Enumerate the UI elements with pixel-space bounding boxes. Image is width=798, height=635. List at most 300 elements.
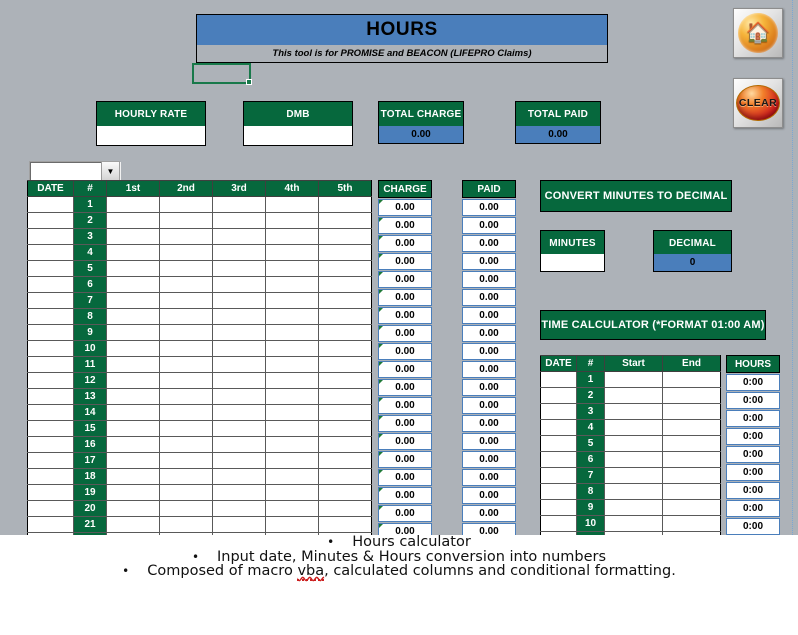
cell-entry[interactable]	[213, 277, 266, 293]
cell-entry[interactable]	[160, 261, 213, 277]
hourly-rate-label	[96, 101, 206, 128]
table-row[interactable]	[28, 485, 372, 501]
cell-start[interactable]	[605, 404, 663, 420]
cell-entry[interactable]	[107, 309, 160, 325]
table-row[interactable]	[541, 436, 721, 452]
cell-entry[interactable]	[160, 501, 213, 517]
cell-entry[interactable]	[266, 405, 319, 421]
cell-date[interactable]	[541, 372, 577, 388]
cell-date[interactable]	[28, 197, 74, 213]
cell-entry[interactable]	[107, 293, 160, 309]
decimal-label-text: DECIMAL	[669, 237, 716, 249]
cell-row-number: 16	[74, 437, 107, 453]
month-dropdown[interactable]	[29, 161, 120, 182]
cell-entry[interactable]	[213, 469, 266, 485]
value-cell: 0.00	[462, 379, 516, 396]
table-row[interactable]	[541, 516, 721, 532]
cell-date[interactable]	[28, 357, 74, 373]
cell-start[interactable]	[605, 484, 663, 500]
value-cell: 0.00	[462, 289, 516, 306]
value-cell: 0.00	[378, 325, 432, 342]
cell-date[interactable]	[28, 245, 74, 261]
cell-start[interactable]	[605, 468, 663, 484]
cell-entry[interactable]	[266, 357, 319, 373]
value-cell: 0.00	[378, 469, 432, 486]
table-row[interactable]	[28, 501, 372, 517]
value-cell: 0.00	[378, 253, 432, 270]
page-subtitle	[196, 45, 608, 63]
cell-entry[interactable]	[107, 213, 160, 229]
page-subtitle-text: This tool is for PROMISE and BEACON (LIFEPRO Claims)	[272, 48, 532, 59]
table-row[interactable]	[541, 404, 721, 420]
cell-start[interactable]	[605, 436, 663, 452]
home-glyph: 🏠	[745, 22, 771, 44]
cell-entry[interactable]	[319, 357, 372, 373]
value-cell: 0.00	[378, 199, 432, 216]
cell-entry[interactable]	[213, 293, 266, 309]
minutes-input[interactable]	[540, 254, 605, 272]
cell-date[interactable]	[28, 453, 74, 469]
cell-entry[interactable]	[107, 197, 160, 213]
cell-entry[interactable]	[266, 453, 319, 469]
cell-row-number: 3	[577, 404, 605, 420]
value-cell: 0.00	[462, 235, 516, 252]
cell-entry[interactable]	[319, 325, 372, 341]
cell-end[interactable]	[663, 404, 721, 420]
cell-entry[interactable]	[319, 229, 372, 245]
cell-entry[interactable]	[266, 517, 319, 533]
cell-entry[interactable]	[107, 357, 160, 373]
col-date: DATE	[28, 181, 74, 197]
dmb-input[interactable]	[243, 126, 353, 146]
cell-entry[interactable]	[266, 469, 319, 485]
cell-row-number: 5	[74, 261, 107, 277]
cell-entry[interactable]	[319, 261, 372, 277]
list-item	[0, 550, 798, 565]
time-calculator-banner-text: TIME CALCULATOR (*FORMAT 01:00 AM)	[541, 319, 765, 331]
cell-entry[interactable]	[160, 389, 213, 405]
table-row[interactable]	[28, 309, 372, 325]
table-row[interactable]	[28, 373, 372, 389]
cell-entry[interactable]	[266, 309, 319, 325]
cell-entry[interactable]	[319, 421, 372, 437]
cell-row-number: 18	[74, 469, 107, 485]
tc-col-start: Start	[605, 356, 663, 372]
cell-date[interactable]	[28, 501, 74, 517]
cell-entry[interactable]	[319, 373, 372, 389]
cell-start[interactable]	[605, 516, 663, 532]
cell-entry[interactable]	[213, 197, 266, 213]
value-cell: 0.00	[462, 505, 516, 522]
cell-entry[interactable]	[319, 437, 372, 453]
value-cell: 0:00	[726, 428, 780, 445]
table-row[interactable]	[28, 389, 372, 405]
cell-entry[interactable]	[107, 437, 160, 453]
cell-end[interactable]	[663, 436, 721, 452]
cell-entry[interactable]	[160, 293, 213, 309]
cell-entry[interactable]	[319, 309, 372, 325]
cell-entry[interactable]	[107, 517, 160, 533]
cell-entry[interactable]	[107, 229, 160, 245]
cell-entry[interactable]	[213, 261, 266, 277]
table-row[interactable]	[28, 293, 372, 309]
tc-col-end: End	[663, 356, 721, 372]
cell-date[interactable]	[28, 517, 74, 533]
cell-entry[interactable]	[213, 501, 266, 517]
cell-entry[interactable]	[160, 245, 213, 261]
table-row[interactable]	[28, 469, 372, 485]
table-row[interactable]	[28, 421, 372, 437]
caption-misspelled-word: vba	[297, 563, 325, 579]
cell-date[interactable]	[541, 404, 577, 420]
cell-date[interactable]	[28, 325, 74, 341]
cell-entry[interactable]	[319, 341, 372, 357]
table-row[interactable]	[541, 468, 721, 484]
dmb-label	[243, 101, 353, 128]
table-row[interactable]	[28, 213, 372, 229]
cell-entry[interactable]	[107, 485, 160, 501]
cell-entry[interactable]	[266, 277, 319, 293]
cell-end[interactable]	[663, 500, 721, 516]
value-cell: 0.00	[378, 523, 432, 535]
cell-start[interactable]	[605, 388, 663, 404]
cell-row-number: 7	[74, 293, 107, 309]
decimal-value-cell	[653, 254, 732, 272]
active-cell-cursor[interactable]	[192, 63, 251, 84]
cell-entry[interactable]	[213, 405, 266, 421]
cell-row-number: 11	[74, 357, 107, 373]
cell-date[interactable]	[541, 500, 577, 516]
cell-date[interactable]	[28, 485, 74, 501]
time-calculator-banner[interactable]	[540, 310, 766, 340]
cell-row-number: 17	[74, 453, 107, 469]
table-row[interactable]	[28, 261, 372, 277]
cell-row-number: 14	[74, 405, 107, 421]
cell-entry[interactable]	[160, 405, 213, 421]
cell-date[interactable]	[28, 373, 74, 389]
cell-end[interactable]	[663, 468, 721, 484]
cell-end[interactable]	[663, 372, 721, 388]
clear-button-label: CLEAR	[738, 97, 778, 109]
cell-row-number: 3	[74, 229, 107, 245]
caption-block	[0, 535, 798, 635]
cell-date[interactable]	[541, 516, 577, 532]
total-charge-label	[378, 101, 464, 128]
print-area-guide	[792, 0, 794, 535]
cell-entry[interactable]	[160, 485, 213, 501]
cell-entry[interactable]	[266, 501, 319, 517]
cell-date[interactable]	[541, 452, 577, 468]
cell-entry[interactable]	[160, 421, 213, 437]
cell-entry[interactable]	[107, 405, 160, 421]
cell-entry[interactable]	[213, 453, 266, 469]
cell-entry[interactable]	[266, 245, 319, 261]
cell-date[interactable]	[28, 229, 74, 245]
cell-entry[interactable]	[160, 325, 213, 341]
value-cell: 0.00	[378, 235, 432, 252]
cell-entry[interactable]	[160, 277, 213, 293]
hours-entry-table[interactable]	[27, 180, 372, 535]
cell-entry[interactable]	[160, 197, 213, 213]
cell-date[interactable]	[541, 484, 577, 500]
cell-date[interactable]	[541, 420, 577, 436]
cell-row-number: 9	[74, 325, 107, 341]
cell-entry[interactable]	[319, 197, 372, 213]
cell-entry[interactable]	[319, 517, 372, 533]
value-cell: 0.00	[378, 271, 432, 288]
cell-entry[interactable]	[266, 325, 319, 341]
total-charge-label-text: TOTAL CHARGE	[380, 109, 462, 120]
value-cell: 0:00	[726, 392, 780, 409]
minutes-label	[540, 230, 605, 256]
cell-row-number: 20	[74, 501, 107, 517]
value-cell: 0.00	[378, 343, 432, 360]
cell-entry[interactable]	[107, 453, 160, 469]
cell-row-number: 8	[577, 484, 605, 500]
value-cell: 0.00	[378, 307, 432, 324]
table-row[interactable]	[541, 500, 721, 516]
cell-entry[interactable]	[319, 293, 372, 309]
cell-date[interactable]	[28, 293, 74, 309]
cell-entry[interactable]	[266, 341, 319, 357]
col-5th: 5th	[319, 181, 372, 197]
cell-entry[interactable]	[107, 389, 160, 405]
cell-date[interactable]	[28, 309, 74, 325]
cell-entry[interactable]	[266, 229, 319, 245]
hours-result-header: HOURS	[726, 355, 780, 373]
cell-entry[interactable]	[266, 437, 319, 453]
total-paid-label-text: TOTAL PAID	[527, 109, 589, 120]
cell-entry[interactable]	[319, 501, 372, 517]
page-title-text: HOURS	[366, 19, 438, 40]
chevron-down-icon[interactable]: ▼	[101, 162, 119, 181]
cell-entry[interactable]	[266, 485, 319, 501]
value-cell: 0.00	[462, 253, 516, 270]
table-row[interactable]	[541, 372, 721, 388]
value-cell: 0.00	[378, 397, 432, 414]
value-cell: 0.00	[378, 487, 432, 504]
cell-entry[interactable]	[266, 373, 319, 389]
cell-entry[interactable]	[160, 309, 213, 325]
table-row[interactable]	[28, 517, 372, 533]
cell-entry[interactable]	[160, 213, 213, 229]
value-cell: 0.00	[462, 487, 516, 504]
cell-row-number: 21	[74, 517, 107, 533]
cell-entry[interactable]	[160, 517, 213, 533]
home-icon	[738, 13, 778, 53]
cell-entry[interactable]	[213, 229, 266, 245]
cell-entry[interactable]	[319, 469, 372, 485]
table-row[interactable]	[28, 197, 372, 213]
cell-date[interactable]	[28, 437, 74, 453]
cell-entry[interactable]	[319, 277, 372, 293]
table-row[interactable]	[541, 452, 721, 468]
cell-entry[interactable]	[319, 245, 372, 261]
home-button[interactable]	[733, 8, 783, 58]
col-1st: 1st	[107, 181, 160, 197]
cell-row-number: 19	[74, 485, 107, 501]
cell-row-number: 6	[74, 277, 107, 293]
table-row[interactable]	[541, 420, 721, 436]
cell-date[interactable]	[28, 341, 74, 357]
cell-entry[interactable]	[213, 357, 266, 373]
cell-entry[interactable]	[213, 485, 266, 501]
cell-entry[interactable]	[266, 197, 319, 213]
dmb-label-text: DMB	[286, 109, 310, 120]
cell-entry[interactable]	[107, 261, 160, 277]
cell-entry[interactable]	[160, 469, 213, 485]
cell-entry[interactable]	[319, 485, 372, 501]
cell-date[interactable]	[28, 261, 74, 277]
cell-entry[interactable]	[213, 341, 266, 357]
cell-entry[interactable]	[107, 469, 160, 485]
cell-entry[interactable]	[160, 357, 213, 373]
total-paid-label	[515, 101, 601, 128]
cell-entry[interactable]	[213, 421, 266, 437]
value-cell: 0.00	[462, 199, 516, 216]
table-row[interactable]	[28, 453, 372, 469]
cell-entry[interactable]	[319, 213, 372, 229]
hourly-rate-input[interactable]	[96, 126, 206, 146]
cell-entry[interactable]	[213, 389, 266, 405]
table-row[interactable]	[28, 405, 372, 421]
table-row[interactable]	[28, 277, 372, 293]
cell-row-number: 8	[74, 309, 107, 325]
cell-date[interactable]	[28, 277, 74, 293]
cell-entry[interactable]	[160, 373, 213, 389]
cell-end[interactable]	[663, 420, 721, 436]
hourly-rate-label-text: HOURLY RATE	[114, 109, 188, 120]
cell-entry[interactable]	[107, 325, 160, 341]
value-cell: 0:00	[726, 518, 780, 535]
cell-entry[interactable]	[319, 453, 372, 469]
value-cell: 0.00	[462, 271, 516, 288]
cell-entry[interactable]	[107, 277, 160, 293]
total-charge-value: 0.00	[411, 129, 431, 140]
value-cell: 0:00	[726, 446, 780, 463]
cell-row-number: 5	[577, 436, 605, 452]
cell-end[interactable]	[663, 452, 721, 468]
value-cell: 0.00	[462, 523, 516, 535]
value-cell: 0.00	[378, 379, 432, 396]
value-cell: 0.00	[378, 361, 432, 378]
col-3rd: 3rd	[213, 181, 266, 197]
cell-date[interactable]	[28, 405, 74, 421]
caption-line-3-pre: Composed of macro	[147, 563, 298, 579]
cell-start[interactable]	[605, 452, 663, 468]
cell-row-number: 15	[74, 421, 107, 437]
cell-entry[interactable]	[213, 437, 266, 453]
cell-row-number: 1	[577, 372, 605, 388]
cell-date[interactable]	[541, 388, 577, 404]
cell-row-number: 13	[74, 389, 107, 405]
cell-entry[interactable]	[266, 293, 319, 309]
cell-entry[interactable]	[213, 373, 266, 389]
value-cell: 0.00	[462, 217, 516, 234]
cell-end[interactable]	[663, 484, 721, 500]
cell-entry[interactable]	[266, 389, 319, 405]
convert-minutes-banner[interactable]	[540, 180, 732, 212]
cell-row-number: 4	[577, 420, 605, 436]
table-row[interactable]	[28, 245, 372, 261]
value-cell: 0.00	[462, 433, 516, 450]
cell-entry[interactable]	[213, 213, 266, 229]
cell-entry[interactable]	[266, 213, 319, 229]
bullet-icon: •	[327, 535, 335, 549]
paid-column	[462, 180, 516, 535]
total-charge-value-cell	[378, 126, 464, 144]
table-row[interactable]	[28, 437, 372, 453]
cell-entry[interactable]	[107, 245, 160, 261]
cell-entry[interactable]	[213, 245, 266, 261]
cell-date[interactable]	[28, 469, 74, 485]
cell-entry[interactable]	[213, 309, 266, 325]
value-cell: 0.00	[462, 361, 516, 378]
time-calculator-table[interactable]	[540, 355, 721, 535]
clear-icon	[736, 85, 780, 121]
cell-row-number: 2	[577, 388, 605, 404]
cell-row-number: 6	[577, 452, 605, 468]
cell-entry[interactable]	[319, 389, 372, 405]
cell-entry[interactable]	[213, 517, 266, 533]
value-cell: 0:00	[726, 500, 780, 517]
cell-row-number: 7	[577, 468, 605, 484]
cell-entry[interactable]	[160, 341, 213, 357]
cell-date[interactable]	[541, 436, 577, 452]
caption-line-1: Hours calculator	[352, 534, 471, 550]
table-row[interactable]	[541, 484, 721, 500]
cell-start[interactable]	[605, 372, 663, 388]
tc-col-date: DATE	[541, 356, 577, 372]
cell-entry[interactable]	[266, 261, 319, 277]
cell-entry[interactable]	[213, 325, 266, 341]
cell-end[interactable]	[663, 516, 721, 532]
cell-row-number: 1	[74, 197, 107, 213]
value-cell: 0.00	[378, 217, 432, 234]
cell-entry[interactable]	[160, 229, 213, 245]
cell-entry[interactable]	[107, 501, 160, 517]
cell-date[interactable]	[28, 213, 74, 229]
cell-date[interactable]	[541, 468, 577, 484]
cell-start[interactable]	[605, 420, 663, 436]
minutes-label-text: MINUTES	[549, 237, 596, 249]
cell-entry[interactable]	[107, 421, 160, 437]
cell-start[interactable]	[605, 500, 663, 516]
value-cell: 0.00	[378, 451, 432, 468]
table-row[interactable]	[541, 388, 721, 404]
total-paid-value: 0.00	[548, 129, 568, 140]
cell-date[interactable]	[28, 389, 74, 405]
table-row[interactable]	[28, 357, 372, 373]
cell-end[interactable]	[663, 388, 721, 404]
table-row[interactable]	[28, 325, 372, 341]
cell-entry[interactable]	[107, 373, 160, 389]
cell-entry[interactable]	[160, 437, 213, 453]
clear-button[interactable]	[733, 78, 783, 128]
value-cell: 0:00	[726, 374, 780, 391]
table-row[interactable]	[28, 341, 372, 357]
list-item	[0, 535, 798, 550]
table-row[interactable]	[28, 229, 372, 245]
cell-entry[interactable]	[160, 453, 213, 469]
bullet-icon: •	[191, 549, 200, 564]
value-cell: 0.00	[462, 397, 516, 414]
value-cell: 0.00	[378, 505, 432, 522]
cell-entry[interactable]	[319, 405, 372, 421]
cell-entry[interactable]	[107, 341, 160, 357]
cell-entry[interactable]	[266, 421, 319, 437]
cell-date[interactable]	[28, 421, 74, 437]
